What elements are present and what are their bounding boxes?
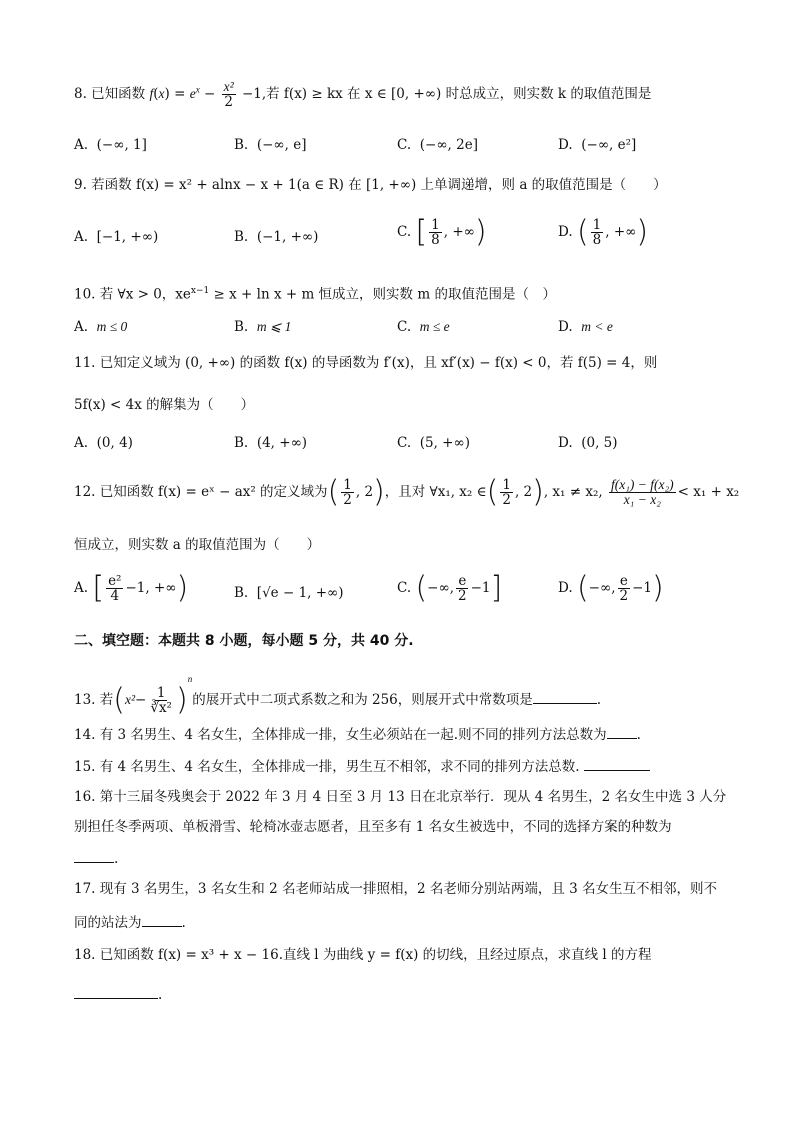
question-16-line3: . (74, 848, 118, 868)
q10-option-a: A. m ≤ 0 (74, 319, 128, 335)
q10-option-b: B. m ⩽ 1 (234, 319, 292, 335)
q16-answer-blank[interactable] (74, 848, 114, 863)
q8-option-b: B. (−∞, e] (234, 137, 307, 153)
q8-fraction: $\frac{\text{x²}}{2}$ (223, 79, 234, 110)
q11-option-a: A. (0, 4) (74, 435, 133, 451)
question-8: 8. 已知函数 $f(x) = e^x$ − $\frac{\text{x²}}{2}$ −1,若 f(x) ≥ kx 在 x ∈ [0, +∞) 时总成立，则实数 k 的取值范围是 (74, 79, 652, 110)
question-12: 12. 已知函数 f(x) = eˣ − ax² 的定义域为( $\frac{1}{2}$ , 2)，且对 ∀x₁, x₂ ∈( $\frac{1}{2}$ , 2), x₁ ≠ x₂, $\frac{\text{f(x₁) − f(x₂)}}{\text{x₁ − x₂}}$ < x₁ + x₂ (74, 474, 740, 510)
q12-option-d: D. (−∞, $\frac{e}{2}$ −1) (558, 570, 664, 606)
question-14: 14. 有 3 名男生、4 名女生，全体排成一排，女生必须站在一起.则不同的排列方法总数为 . (74, 724, 641, 744)
q18-answer-blank[interactable] (74, 984, 158, 999)
q9-option-a: A. [−1, +∞) (74, 229, 159, 245)
q11-option-d: D. (0, 5) (558, 435, 618, 451)
q8-option-c: C. (−∞, 2e] (397, 137, 478, 153)
q9-option-d: D. ( $\frac{1}{8}$ , +∞) (558, 214, 649, 250)
q15-answer-blank[interactable] (584, 756, 650, 771)
question-15: 15. 有 4 名男生、4 名女生，全体排成一排，男生互不相邻，求不同的排列方法总数. (74, 756, 650, 776)
q13-answer-blank[interactable] (533, 689, 597, 704)
q8-option-a: A. (−∞, 1] (74, 137, 147, 153)
question-11-line2: 5f(x) < 4x 的解集为（ ） (74, 397, 255, 413)
q17-answer-blank[interactable] (142, 912, 182, 927)
question-11-line1: 11. 已知定义域为 (0, +∞) 的函数 f(x) 的导函数为 f′(x)，且 xf′(x) − f(x) < 0，若 f(5) = 4，则 (74, 355, 658, 371)
question-9: 9. 若函数 f(x) = x² + alnx − x + 1(a ∈ R) 在 [1, +∞) 上单调递增，则 a 的取值范围是（ ） (74, 177, 667, 193)
question-13: 13. 若(x²− $\frac{1}{\text{∛x²}}$ )$^n$的展开式中二项式系数之和为 256，则展开式中常数项是 . (74, 674, 602, 718)
q11-option-c: C. (5, +∞) (397, 435, 470, 451)
q8-text-pre: 8. 已知函数 $f(x) = e^x$ − (74, 84, 216, 102)
q10-option-c: C. m ≤ e (397, 319, 450, 335)
q14-answer-blank[interactable] (607, 724, 637, 739)
question-17-line1: 17. 现有 3 名男生，3 名女生和 2 名老师站成一排照相，2 名老师分别站两端，且 3 名女生互不相邻，则不 (74, 881, 718, 897)
q12-option-c: C. (−∞, $\frac{e}{2}$ −1] (397, 570, 503, 606)
q12-option-b: B. [√e − 1, +∞) (234, 585, 344, 601)
q8-condition: ,若 f(x) ≥ kx 在 x ∈ [0, +∞) 时总成立，则实数 k 的取值范围是 (261, 86, 652, 102)
section-fill-in-heading: 二、填空题：本题共 8 小题，每小题 5 分，共 40 分. (74, 633, 414, 649)
question-17-line2: 同的站法为 . (74, 912, 186, 932)
q9-option-c: C. [ $\frac{1}{8}$ , +∞) (397, 214, 487, 250)
question-18: 18. 已知函数 f(x) = x³ + x − 16.直线 l 为曲线 y = f(x) 的切线，且经过原点，求直线 l 的方程 (74, 947, 652, 963)
question-10: 10. 若 ∀x > 0，$xe^{x-1} \ge x + \ln x + m$ 恒成立，则实数 m 的取值范围是（ ） (74, 286, 556, 303)
question-16-line1: 16. 第十三届冬残奥会于 2022 年 3 月 4 日至 3 月 13 日在北京举行．现从 4 名男生，2 名女生中选 3 人分 (74, 789, 727, 805)
q10-option-d: D. m < e (558, 319, 613, 335)
question-18-line2: . (74, 984, 162, 1004)
q8-option-d: D. (−∞, e²] (558, 137, 637, 153)
q11-option-b: B. (4, +∞) (234, 435, 308, 451)
question-12-line2: 恒成立，则实数 a 的取值范围为（ ） (74, 537, 321, 553)
question-16-line2: 别担任冬季两项、单板滑雪、轮椅冰壶志愿者，且至多有 1 名女生被选中，不同的选择方案的种数为 (74, 819, 672, 835)
q12-option-a: A. [ $\frac{\text{e²}}{4}$ −1, +∞) (74, 570, 189, 606)
q9-option-b: B. (−1, +∞) (234, 229, 319, 245)
q12-difference-quotient: $\frac{\text{f(x₁) − f(x₂)}}{\text{x₁ − x₂}}$ (610, 477, 674, 507)
